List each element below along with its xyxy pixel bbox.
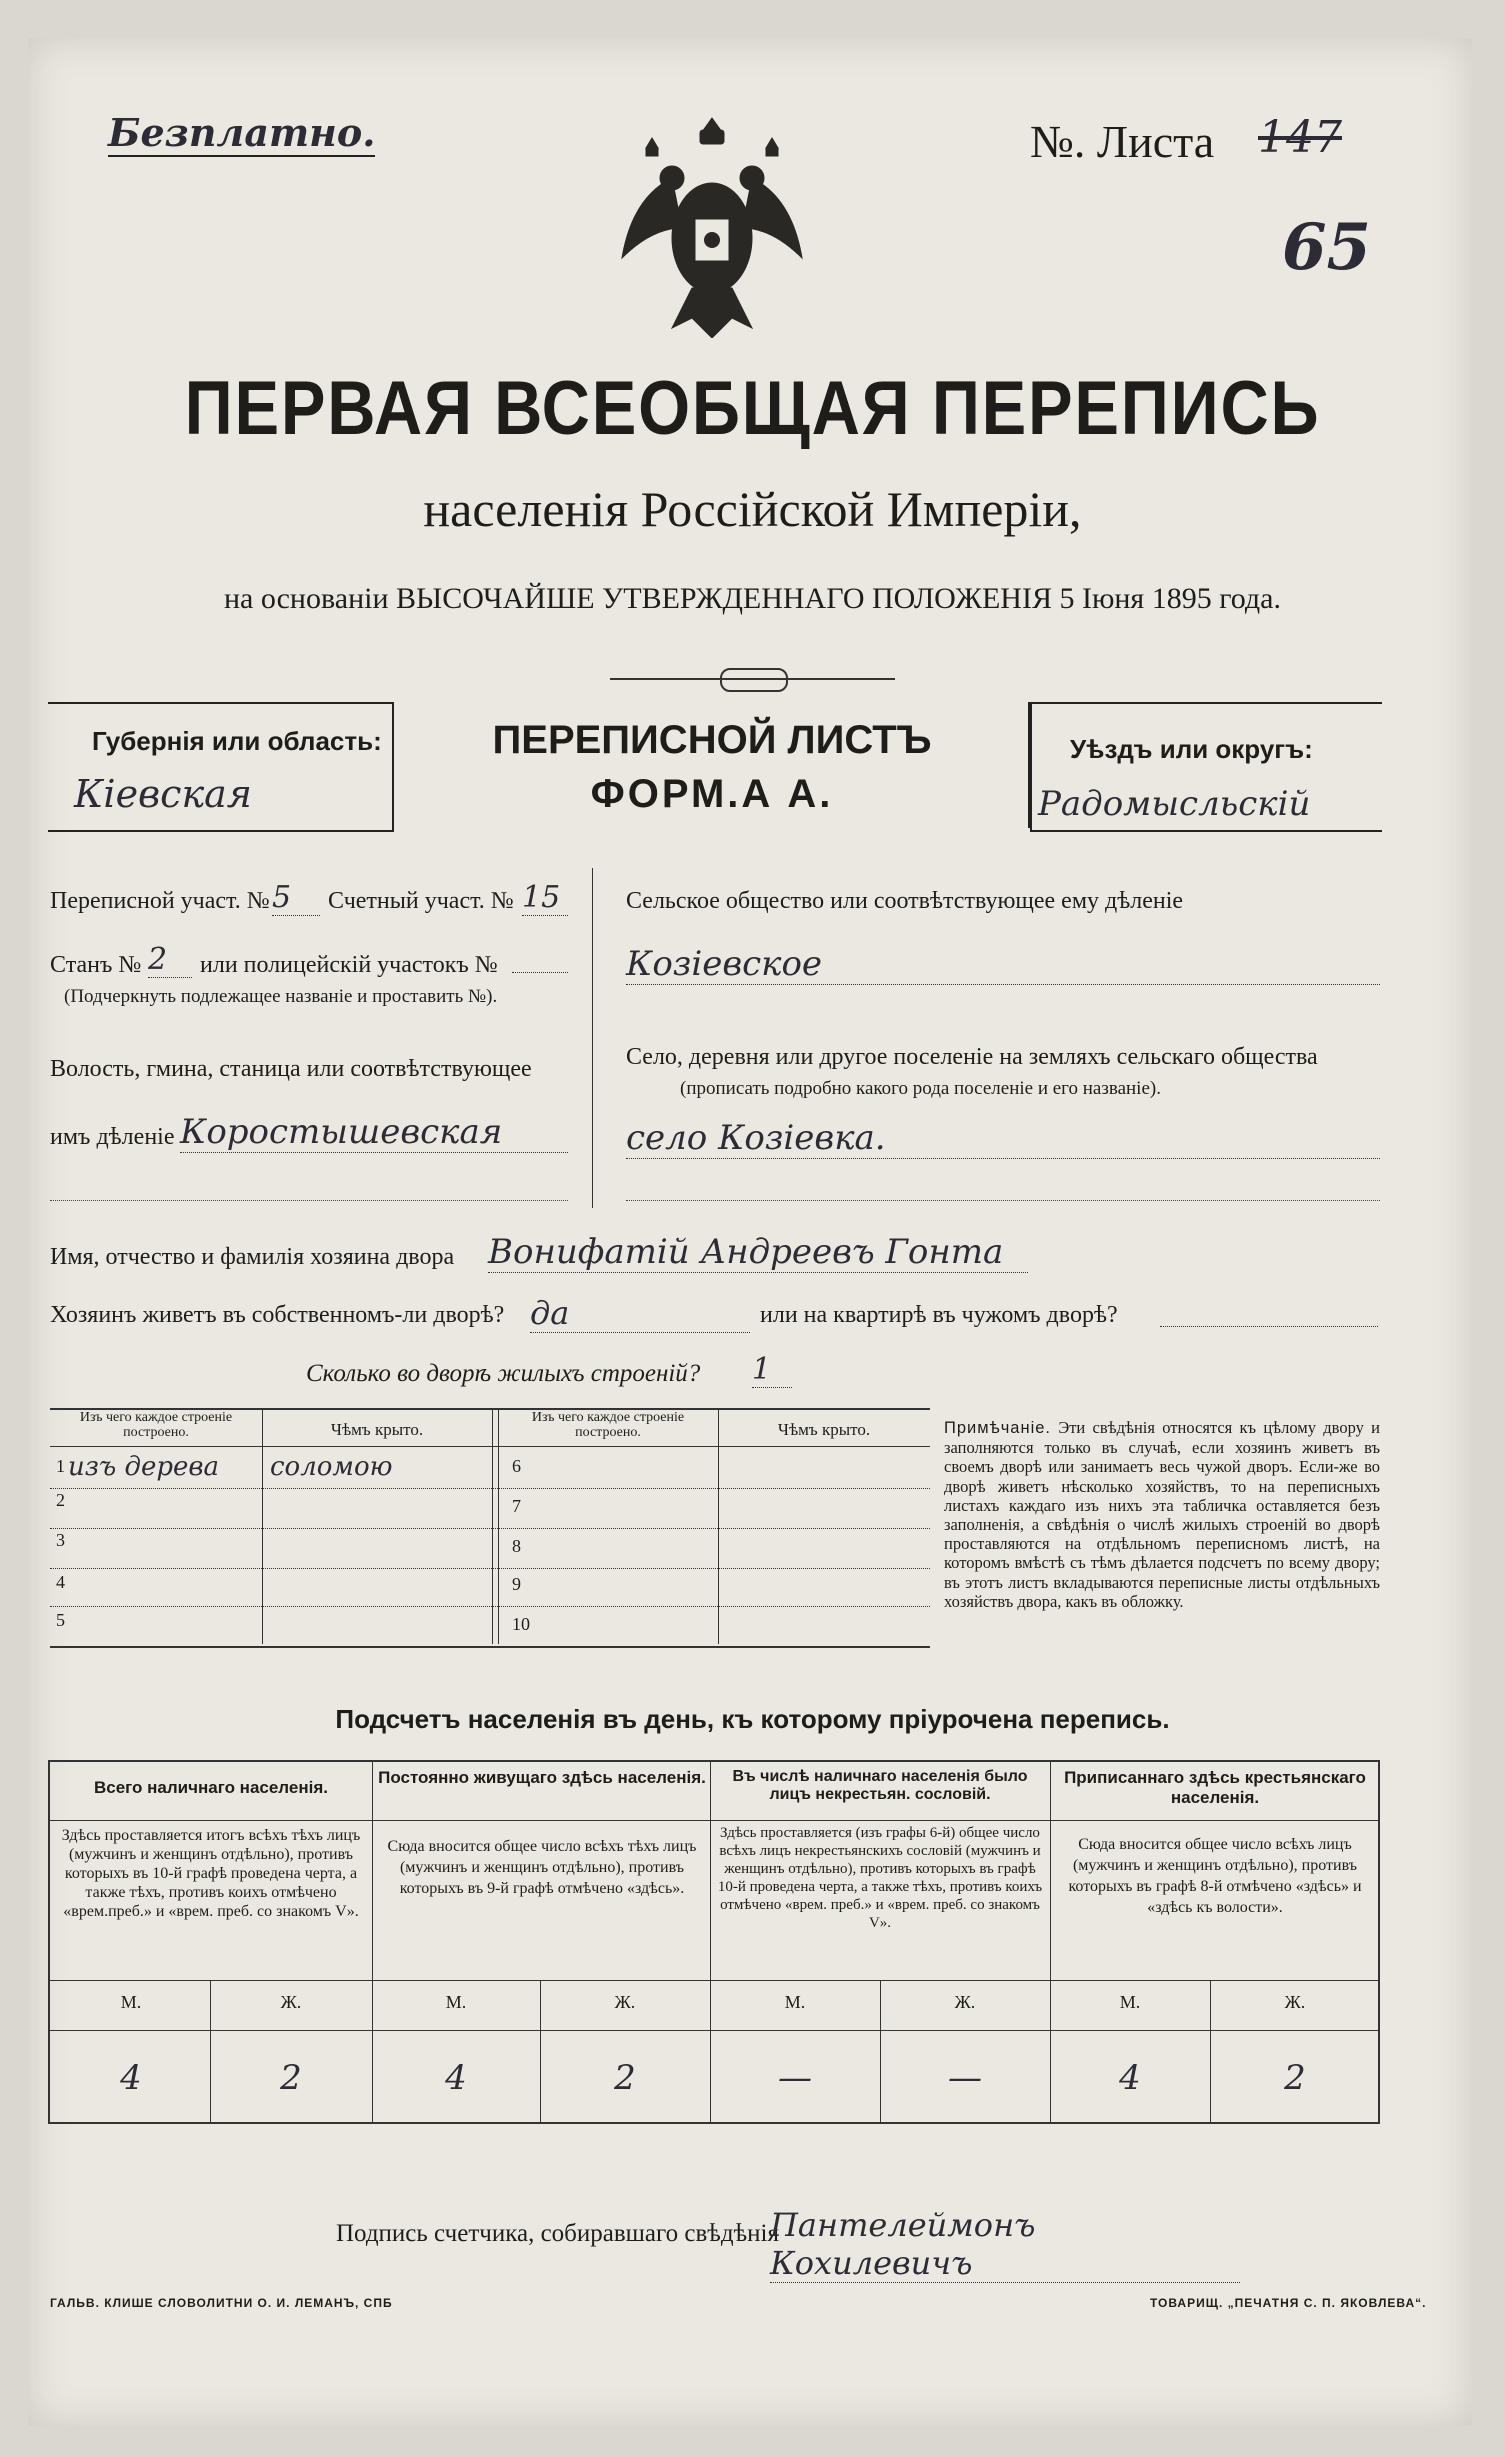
village-label: Село, деревня или другое поселеніе на земляхъ сельскаго общества (626, 1044, 1318, 1070)
row-number: 5 (56, 1610, 65, 1630)
row-rule (50, 1568, 930, 1569)
lives-other-value (1160, 1324, 1378, 1327)
volost-value: Коростышевская (180, 1112, 568, 1153)
row-number: 6 (512, 1456, 521, 1476)
signature-label: Подпись счетчика, собиравшаго свѣдѣнія (336, 2220, 779, 2247)
row-roof: соломою (270, 1452, 393, 1482)
counting-section-value: 15 (522, 880, 568, 916)
stan-note: (Подчеркнуть подлежащее названіе и проставить №). (64, 986, 498, 1007)
police-station-value (512, 970, 568, 973)
page-subtitle: населенія Россійской Имперіи, (423, 481, 1082, 537)
table-row (56, 1530, 65, 1568)
note-title: Примѣчаніе. (944, 1419, 1052, 1437)
table-row (56, 1452, 916, 1490)
free-label: Безплатно. (108, 110, 376, 155)
sheet-number: 147 (1258, 112, 1342, 163)
district-value: Радомысльскій (1038, 784, 1311, 824)
volost-label-line2: имъ дѣленіе (50, 1124, 175, 1150)
table-header-rule (50, 1446, 930, 1447)
row-number: 7 (512, 1496, 521, 1516)
group-title: Въ числѣ наличнаго населенія было лицъ некрестьян. сословій. (732, 1768, 1028, 1803)
table-row (512, 1496, 521, 1517)
village-value: село Козіевка. (626, 1118, 1380, 1159)
male-value: 4 (120, 2058, 142, 2098)
printer-left: ГАЛЬВ. КЛИШЕ СЛОВОЛИТНИ О. И. ЛЕМАНЪ, СПБ (50, 2296, 393, 2310)
note-block (944, 1418, 1380, 1611)
table-row (512, 1536, 521, 1557)
group-description: Здѣсь проставляется итогъ всѣхъ тѣхъ лицъ (мужчинъ и женщинъ отдѣльно), противъ которыхъ въ 10-й графѣ проведена черта, а также тѣхъ, противъ коихъ отмѣчено «врем.преб.» и «врем. преб. со знакомъ V». (61, 1827, 361, 1920)
fields-divider (592, 868, 593, 1208)
group-title: Приписаннаго здѣсь крестьянскаго населенія. (1064, 1768, 1366, 1807)
title-rule (48, 1820, 1380, 1821)
lives-own-label: Хозяинъ живетъ въ собственномъ-ли дворѣ? (50, 1302, 505, 1328)
col-roof-header-right: Чѣмъ крыто. (777, 1420, 871, 1439)
province-label: Губернія или область: (92, 726, 382, 756)
female-label: Ж. (280, 1992, 302, 2012)
row-material: изъ дерева (68, 1452, 220, 1482)
district-label: Уѣздъ или округъ: (1070, 734, 1313, 764)
group-title: Постоянно живущаго здѣсь населенія. (378, 1768, 706, 1787)
table-divider (498, 1408, 499, 1644)
table-row (56, 1572, 65, 1610)
stan-value: 2 (148, 942, 192, 978)
lives-own-value: да (530, 1294, 750, 1333)
owner-label: Имя, отчество и фамилія хозяина двора (50, 1244, 455, 1270)
owner-value: Вонифатій Андреевъ Гонта (488, 1232, 1028, 1273)
col-material-header: Изъ чего каждое строеніе построено. (79, 1410, 233, 1440)
buildings-value: 1 (752, 1352, 792, 1388)
row-number: 4 (56, 1572, 65, 1592)
stan-label: Станъ № (50, 952, 142, 978)
signature-value: Пантелеймонъ Кохилевичъ (770, 2206, 1240, 2283)
male-label: М. (1119, 1992, 1141, 2012)
society-label: Сельское общество или соотвѣтствующее ему дѣленіе (626, 888, 1184, 914)
male-value: 4 (1119, 2058, 1141, 2098)
sheet-label: №. Листа (1030, 116, 1215, 167)
counting-section-label: Счетный участ. № (328, 888, 514, 914)
table-row (56, 1490, 65, 1528)
desc-rule (48, 1980, 1380, 1981)
sheet-number-alternate: 65 (1282, 210, 1372, 285)
group-title: Всего наличнаго населенія. (94, 1778, 328, 1797)
village-blank-line (626, 1200, 1380, 1201)
female-label: Ж. (954, 1992, 976, 2012)
row-number: 10 (512, 1614, 530, 1634)
female-value: 2 (1284, 2058, 1306, 2098)
society-value: Козіевское (626, 944, 1380, 985)
row-number: 3 (56, 1530, 65, 1550)
police-station-label: или полицейскій участокъ № (200, 952, 498, 978)
census-section-label: Переписной участ. № (50, 888, 270, 914)
double-headed-eagle-icon (612, 108, 812, 338)
lives-other-label: или на квартирѣ въ чужомъ дворѣ? (760, 1302, 1118, 1328)
table-divider (718, 1408, 719, 1644)
row-number: 1 (56, 1456, 65, 1476)
group-description: Сюда вносится общее число всѣхъ тѣхъ лицъ (мужчинъ и женщинъ отдѣльно), противъ которыхъ въ 9-й графѣ отмѣчено «здѣсь». (387, 1838, 697, 1897)
table-row (512, 1456, 521, 1477)
population-heading: Подсчетъ населенія въ день, къ которому пріурочена перепись. (335, 1704, 1170, 1734)
male-label: М. (445, 1992, 467, 2012)
col-roof-header: Чѣмъ крыто. (330, 1420, 424, 1439)
printer-right: ТОВАРИЩ. „ПЕЧАТНЯ С. П. ЯКОВЛЕВА“. (1150, 2296, 1427, 2310)
form-title: ПЕРЕПИСНОЙ ЛИСТЪ (492, 718, 932, 762)
village-note: (прописать подробно какого рода поселеніе и его названіе). (680, 1078, 1161, 1099)
table-divider (492, 1408, 493, 1644)
buildings-label: Сколько во дворѣ жилыхъ строеній? (306, 1360, 701, 1387)
col-material-header-right: Изъ чего каждое строеніе построено. (531, 1410, 685, 1440)
male-label: М. (784, 1992, 806, 2012)
ornament-center (720, 668, 788, 692)
row-rule (50, 1528, 930, 1529)
female-value: — (948, 2058, 982, 2098)
row-rule (50, 1488, 930, 1489)
row-number: 8 (512, 1536, 521, 1556)
male-value: 4 (445, 2058, 467, 2098)
table-row (512, 1614, 530, 1635)
province-value: Кіевская (74, 772, 252, 816)
form-subtitle: ФОРМ.А А. (590, 772, 834, 816)
row-number: 9 (512, 1574, 521, 1594)
female-label: Ж. (1284, 1992, 1306, 2012)
female-value: 2 (614, 2058, 636, 2098)
group-description: Здѣсь проставляется (изъ графы 6-й) общее число всѣхъ лицъ некрестьянскихъ сословій (мужчинъ и женщинъ отдѣльно), противъ которыхъ въ графѣ 10-й проведена черта, а также тѣхъ, противъ коихъ отмѣчено «врем. преб.» и «врем. преб. со знакомъ V». (717, 1825, 1043, 1931)
table-divider (262, 1408, 263, 1644)
female-value: 2 (280, 2058, 302, 2098)
volost-blank-line (50, 1200, 568, 1201)
volost-label: Волость, гмина, станица или соотвѣтствующее (50, 1056, 532, 1082)
male-value: — (778, 2058, 812, 2098)
male-label: М. (120, 1992, 142, 2012)
mf-rule (48, 2030, 1380, 2031)
note-text: Эти свѣдѣнія относятся къ цѣлому двору и заполняются только въ случаѣ, если хозяинъ живетъ въ своемъ дворѣ или занимаетъ весь чужой дворъ. Если-же во дворѣ живетъ нѣсколько хозяйствъ, то на переписныхъ листахъ каждаго изъ нихъ эта табличка оставляется безъ заполненія, а свѣдѣнія о числѣ жилыхъ строеній во дворѣ проставляются на отдѣльномъ переписномъ листѣ, на которомъ вмѣстѣ съ тѣмъ дѣлается подсчетъ по всему двору; въ этотъ листъ вкладываются переписные листы отдѣльныхъ хозяйствъ двора, какъ въ обложку. (944, 1418, 1380, 1611)
female-label: Ж. (614, 1992, 636, 2012)
group-description: Сюда вносится общее число всѣхъ лицъ (мужчинъ и женщинъ отдѣльно), противъ которыхъ въ графѣ 8-й отмѣчено «здѣсь» и «здѣсь къ волости». (1068, 1836, 1362, 1916)
row-number: 2 (56, 1490, 65, 1510)
census-section-value: 5 (272, 880, 320, 916)
table-row (512, 1574, 521, 1595)
legal-basis: на основаніи ВЫСОЧАЙШЕ УТВЕРЖДЕННАГО ПОЛОЖЕНІЯ 5 Іюня 1895 года. (224, 582, 1281, 615)
page-title: ПЕРВАЯ ВСЕОБЩАЯ ПЕРЕПИСЬ (184, 366, 1321, 451)
row-rule (50, 1606, 930, 1607)
table-row (56, 1610, 65, 1648)
